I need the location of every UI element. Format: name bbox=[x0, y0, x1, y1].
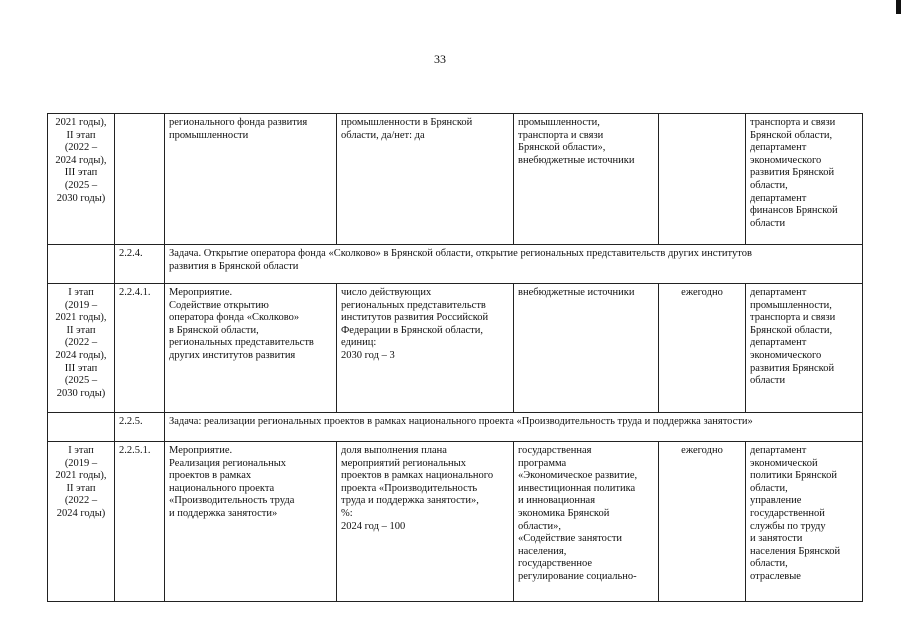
stage-cell bbox=[48, 413, 115, 442]
number-cell bbox=[115, 114, 165, 245]
task-description-cell: Задача: реализации региональных проектов в рамках национального проекта «Производительность труда и поддержка занятости» bbox=[165, 413, 863, 442]
table-row-measure-2-2-5-1 bbox=[48, 442, 863, 602]
funding-source-cell: внебюджетные источники bbox=[514, 284, 659, 413]
number-cell: 2.2.4.1. bbox=[115, 284, 165, 413]
executor-cell: транспорта и связи Брянской области, департамент экономического развития Брянской области, департамент финансов Брянской области bbox=[746, 114, 863, 245]
scan-edge-mark bbox=[896, 0, 901, 14]
stage-cell: I этап (2019 – 2021 годы), II этап (2022 – 2024 годы) bbox=[48, 442, 115, 602]
stage-cell bbox=[48, 245, 115, 284]
stage-cell: 2021 годы), II этап (2022 – 2024 годы), III этап (2025 – 2030 годы) bbox=[48, 114, 115, 245]
measure-cell: регионального фонда развития промышленности bbox=[165, 114, 337, 245]
table-row-task-2-2-5 bbox=[48, 413, 863, 442]
period-cell bbox=[659, 114, 746, 245]
stage-cell: I этап (2019 – 2021 годы), II этап (2022 – 2024 годы), III этап (2025 – 2030 годы) bbox=[48, 284, 115, 413]
table-row-measure-2-2-4-1 bbox=[48, 284, 863, 413]
table-row-measure-2-2-3-cont bbox=[48, 114, 863, 245]
indicator-cell: доля выполнения плана мероприятий региональных проектов в рамках национального проекта «Производительность труда и поддержка занятости», %: 2024 год – 100 bbox=[337, 442, 514, 602]
executor-cell: департамент промышленности, транспорта и связи Брянской области, департамент экономического развития Брянской области bbox=[746, 284, 863, 413]
executor-cell: департамент экономической политики Брянской области, управление государственной службы по труду и занятости населения Брянской области, отраслевые bbox=[746, 442, 863, 602]
task-number-cell: 2.2.5. bbox=[115, 413, 165, 442]
period-cell: ежегодно bbox=[659, 442, 746, 602]
task-description-cell: Задача. Открытие оператора фонда «Сколково» в Брянской области, открытие региональных представительств других институтов развития в Брянской области bbox=[165, 245, 863, 284]
period-cell: ежегодно bbox=[659, 284, 746, 413]
funding-source-cell: промышленности, транспорта и связи Брянской области», внебюджетные источники bbox=[514, 114, 659, 245]
task-number-cell: 2.2.4. bbox=[115, 245, 165, 284]
measure-cell: Мероприятие. Реализация региональных проектов в рамках национального проекта «Производительность труда и поддержка занятости» bbox=[165, 442, 337, 602]
number-cell: 2.2.5.1. bbox=[115, 442, 165, 602]
table-row-task-2-2-4 bbox=[48, 245, 863, 284]
page-number: 33 bbox=[434, 52, 446, 66]
measure-cell: Мероприятие. Содействие открытию оператора фонда «Сколково» в Брянской области, региональных представительств других институтов развития bbox=[165, 284, 337, 413]
program-measures-table bbox=[47, 113, 863, 602]
funding-source-cell: государственная программа «Экономическое развитие, инвестиционная политика и инновационная экономика Брянской области», «Содействие занятости населения, государственное регулирование социально- bbox=[514, 442, 659, 602]
indicator-cell: промышленности в Брянской области, да/нет: да bbox=[337, 114, 514, 245]
indicator-cell: число действующих региональных представительств институтов развития Российской Федерации в Брянской области, единиц: 2030 год – 3 bbox=[337, 284, 514, 413]
